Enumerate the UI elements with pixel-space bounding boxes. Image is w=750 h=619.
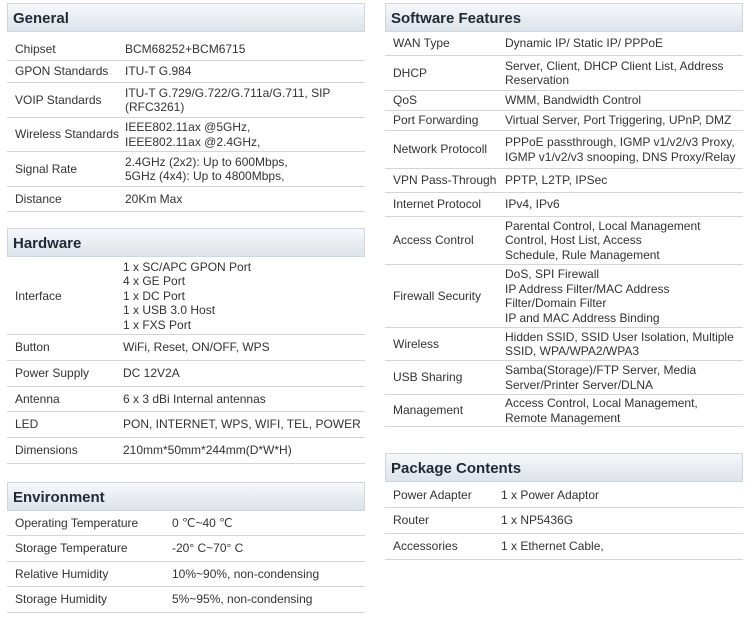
value-line: PON, INTERNET, WPS, WIFI, TEL, POWER (123, 417, 361, 432)
row-value (505, 111, 731, 130)
row-label: Operating Temperature (15, 515, 139, 530)
spec-table (7, 511, 365, 613)
table-row (7, 387, 365, 412)
table-row (7, 187, 365, 212)
row-value (505, 169, 607, 192)
row-value (505, 328, 734, 360)
row-label: Router (393, 513, 430, 528)
row-label: Firewall Security (393, 288, 482, 303)
value-line: Server/Printer Server/DLNA (505, 377, 654, 392)
row-label: USB Sharing (393, 370, 463, 385)
value-line: IP Address Filter/MAC Address (505, 281, 670, 296)
value-line: 20Km Max (125, 191, 183, 206)
value-line: 1 x SC/APC GPON Port (123, 259, 252, 274)
row-value (123, 335, 270, 360)
table-row (7, 536, 365, 562)
value-line: SSID, WPA/WPA2/WPA3 (505, 344, 640, 358)
environment-section (7, 482, 365, 614)
table-row (385, 217, 743, 265)
row-value (505, 131, 736, 168)
value-line: Schedule, Rule Management (505, 247, 660, 262)
table-row (7, 83, 365, 118)
row-value (123, 438, 292, 463)
table-row (7, 562, 365, 587)
table-row (7, 511, 365, 536)
row-value (505, 32, 663, 55)
row-value (123, 361, 180, 386)
value-line: IP and MAC Address Binding (505, 310, 660, 325)
row-label: Power Supply (15, 366, 90, 381)
package-contents-section (385, 453, 743, 563)
value-line: Samba(Storage)/FTP Server, Media (505, 363, 697, 377)
row-label: Dimensions (15, 443, 78, 458)
row-value (505, 361, 696, 394)
value-line: 1 x NP5436G (501, 513, 574, 528)
value-line: 210mm*50mm*244mm(D*W*H) (123, 443, 292, 458)
value-line: WiFi, Reset, ON/OFF, WPS (123, 340, 270, 355)
value-line: 0 ℃~40 ℃ (172, 515, 233, 530)
row-value (501, 534, 604, 559)
row-label: DHCP (393, 65, 428, 80)
value-line: DoS, SPI Firewall (505, 267, 600, 281)
value-line: PPPoE passthrough, IGMP v1/v2/v3 Proxy, (505, 135, 735, 149)
spec-table (7, 38, 365, 212)
value-line: 4 x GE Port (123, 274, 186, 289)
section-header (7, 482, 365, 511)
row-label: Power Adapter (393, 487, 472, 502)
row-label: Wireless (393, 336, 440, 351)
row-label: Accessories (393, 539, 458, 554)
row-label: Access Control (393, 233, 474, 248)
section-title: Environment (13, 489, 105, 506)
table-row (385, 91, 743, 111)
row-label: Button (15, 340, 50, 355)
row-value (505, 265, 670, 327)
row-value (172, 562, 319, 586)
row-value (172, 511, 233, 535)
value-line: Reservation (505, 73, 570, 87)
table-row (385, 169, 743, 193)
row-value (123, 258, 251, 334)
row-value (125, 152, 288, 186)
row-label: Network Protocoll (393, 142, 488, 157)
section-header (385, 3, 743, 32)
row-label: VOIP Standards (15, 92, 102, 107)
value-line: 1 x FXS Port (123, 317, 192, 332)
spec-table (7, 258, 365, 464)
row-label: Storage Temperature (15, 541, 128, 556)
table-row (385, 361, 743, 395)
value-line: -20° C~70° C (172, 541, 244, 556)
hardware-section (7, 228, 365, 465)
row-value (125, 61, 191, 82)
row-label: Internet Protocol (393, 197, 482, 212)
value-line: Virtual Server, Port Triggering, UPnP, DMZ (505, 113, 732, 128)
value-line: PPTP, L2TP, IPSec (505, 173, 608, 188)
section-title: Software Features (391, 10, 522, 27)
table-row (385, 111, 743, 131)
row-label: Wireless Standards (15, 127, 120, 142)
value-line: Hidden SSID, SSID User Isolation, Multiple (505, 329, 734, 344)
value-line: (RFC3261) (125, 100, 185, 114)
row-value (501, 483, 599, 507)
value-line: Filter/Domain Filter (505, 296, 607, 310)
table-row (385, 193, 743, 217)
row-label: Management (393, 403, 464, 418)
value-line: 1 x USB 3.0 Host (123, 303, 216, 318)
row-value (501, 508, 573, 533)
row-value (125, 118, 260, 151)
row-value (172, 536, 243, 561)
value-line: 1 x Ethernet Cable, (501, 539, 604, 554)
section-header (7, 3, 365, 32)
section-title: Package Contents (391, 460, 522, 477)
row-value (123, 387, 266, 411)
section-header (385, 453, 743, 482)
section-title: General (13, 10, 69, 27)
value-line: ITU-T G.984 (125, 64, 192, 79)
table-row (7, 438, 365, 464)
table-row (385, 265, 743, 328)
section-header (7, 228, 365, 257)
row-label: QoS (393, 93, 418, 108)
row-label: Relative Humidity (15, 566, 109, 581)
value-line: Dynamic IP/ Static IP/ PPPoE (505, 36, 664, 51)
row-value (505, 56, 724, 90)
value-line: 1 x DC Port (123, 288, 186, 303)
value-line: IGMP v1/v2/v3 snooping, DNS Proxy/Relay (505, 149, 736, 164)
row-label: Distance (15, 191, 62, 206)
value-line: IEEE802.11ax @2.4GHz, (125, 134, 261, 149)
value-line: Remote Management (505, 410, 621, 425)
row-value (172, 587, 312, 612)
row-label: Port Forwarding (393, 113, 479, 128)
value-line: BCM68252+BCM6715 (125, 41, 246, 56)
value-line: Control, Host List, Access (505, 233, 642, 248)
table-row (7, 258, 365, 335)
value-line: 10%~90%, non-condensing (172, 566, 320, 581)
value-line: WMM, Bandwidth Control (505, 93, 642, 108)
value-line: 1 x Power Adaptor (501, 487, 600, 502)
table-row (385, 395, 743, 427)
spec-table (385, 483, 743, 560)
table-row (385, 483, 743, 508)
row-value (125, 38, 245, 60)
table-row (7, 152, 365, 187)
value-line: Parental Control, Local Management (505, 218, 701, 233)
row-label: Signal Rate (15, 161, 78, 176)
table-row (385, 32, 743, 56)
general-section (7, 3, 365, 210)
row-label: Antenna (15, 391, 60, 406)
table-row (7, 38, 365, 61)
row-value (123, 412, 361, 437)
value-line: DC 12V2A (123, 366, 180, 381)
row-label: Chipset (15, 41, 56, 56)
row-label: Interface (15, 288, 62, 303)
table-row (385, 56, 743, 91)
row-value (505, 217, 700, 264)
value-line: ITU-T G.729/G.722/G.711a/G.711, SIP (125, 85, 331, 100)
table-row (385, 534, 743, 560)
row-label: LED (15, 417, 39, 432)
table-row (7, 118, 365, 152)
value-line: Server, Client, DHCP Client List, Address (505, 58, 724, 73)
row-value (505, 395, 698, 426)
row-label: Storage Humidity (15, 592, 108, 607)
value-line: IPv4, IPv6 (505, 197, 560, 212)
table-row (7, 412, 365, 438)
row-label: GPON Standards (15, 64, 109, 79)
table-row (385, 328, 743, 361)
value-line: 5GHz (4x4): Up to 4800Mbps, (125, 169, 285, 183)
row-value (125, 187, 182, 211)
table-row (385, 508, 743, 534)
row-label: VPN Pass-Through (393, 173, 497, 188)
row-value (505, 193, 560, 216)
table-row (385, 131, 743, 169)
table-row (7, 361, 365, 387)
value-line: IEEE802.11ax @5GHz, (125, 120, 251, 134)
section-title: Hardware (13, 235, 82, 252)
spec-table (385, 32, 743, 427)
value-line: Access Control, Local Management, (505, 396, 698, 410)
table-row (7, 61, 365, 83)
row-value (125, 83, 330, 117)
table-row (7, 587, 365, 613)
row-label: WAN Type (393, 36, 450, 51)
value-line: 5%~95%, non-condensing (172, 592, 313, 607)
software-features-section (385, 3, 743, 435)
row-value (505, 91, 641, 110)
value-line: 6 x 3 dBi Internal antennas (123, 391, 266, 406)
value-line: 2.4GHz (2x2): Up to 600Mbps, (125, 154, 288, 169)
table-row (7, 335, 365, 361)
